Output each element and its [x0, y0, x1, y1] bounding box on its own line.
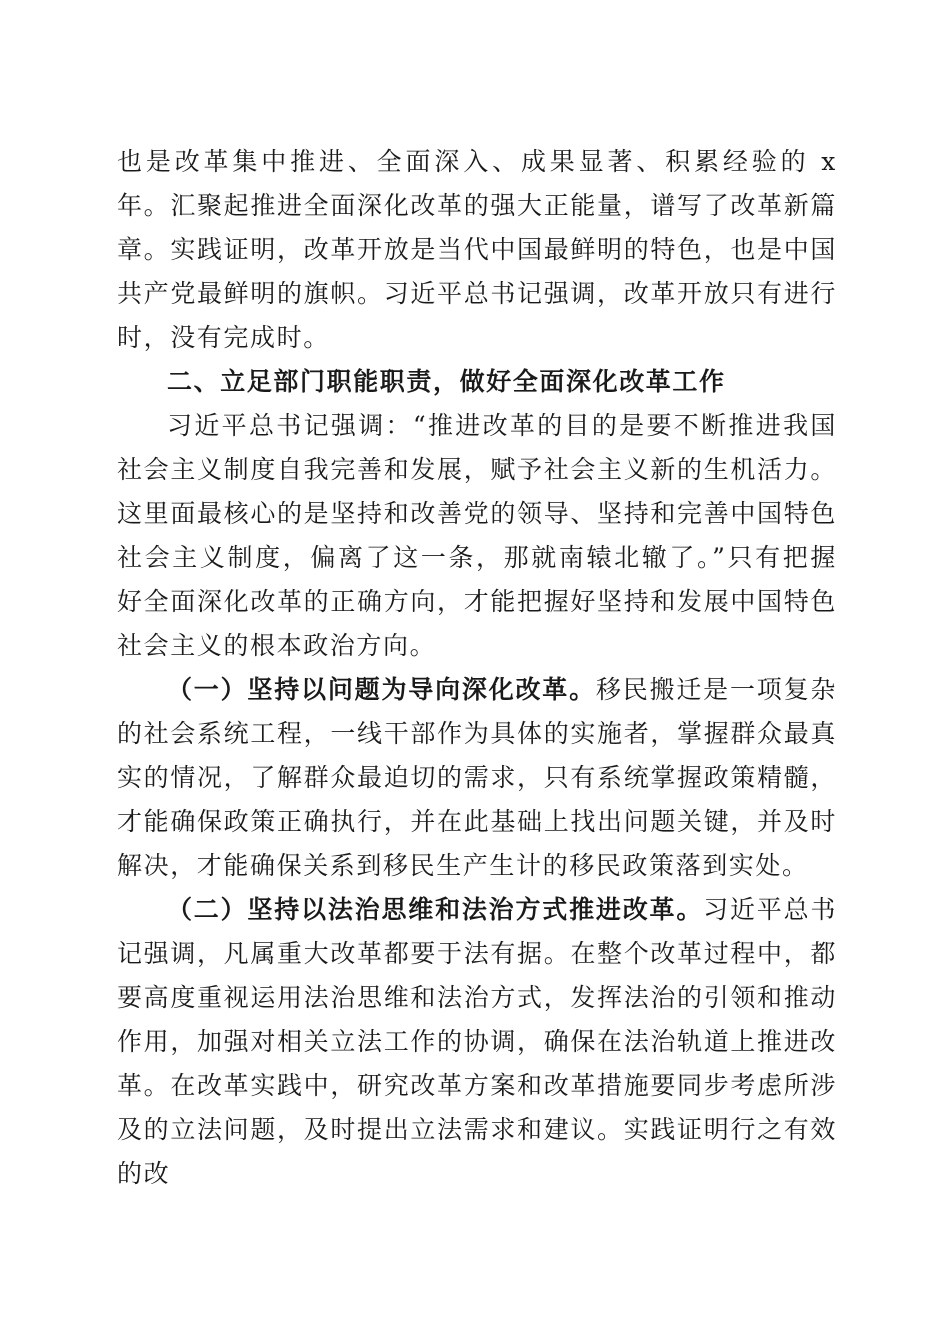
paragraph-problem-oriented	[117, 668, 837, 888]
paragraph-quote: 习近平总书记强调：“推进改革的目的是要不断推进我国社会主义制度自我完善和发展，赋予社会主义新的生机活力。这里面最核心的是坚持和改善党的领导、坚持和完善中国特色社会主义制度，偏离了这一条，那就南辕北辙了。”只有把握好全面深化改革的正确方向，才能把握好坚持和发展中国特色社会主义的根本政治方向。	[117, 411, 837, 660]
paragraph-text: 习近平总书记强调，凡属重大改革都要于法有据。在整个改革过程中，都要高度重视运用法治思维和法治方式，发挥法治的引领和推动作用，加强对相关立法工作的协调，确保在法治轨道上推进改革。在改革实践中，研究改革方案和改革措施要同步考虑所涉及的立法问题，及时提出立法需求和建议。实践证明行之有效的改	[117, 895, 837, 1188]
section-heading: 二、立足部门职能职责，做好全面深化改革工作	[167, 367, 726, 396]
paragraph-lead-heading: （二）坚持以法治思维和法治方式推进改革。	[167, 895, 704, 924]
paragraph-rule-of-law	[117, 888, 837, 1196]
paragraph-lead-heading: （一）坚持以问题为导向深化改革。	[167, 675, 596, 704]
paragraph-text: 移民搬迁是一项复杂的社会系统工程，一线干部作为具体的实施者，掌握群众最真实的情况，了解群众最迫切的需求，只有系统掌握政策精髓，才能确保政策正确执行，并在此基础上找出问题关键，并及时解决，才能确保关系到移民生产生计的移民政策落到实处。	[117, 675, 837, 880]
paragraph-intro-continuation: 也是改革集中推进、全面深入、成果显著、积累经验的 x 年。汇聚起推进全面深化改革的强大正能量，谱写了改革新篇章。实践证明，改革开放是当代中国最鲜明的特色，也是中国共产党最鲜明的旗帜。习近平总书记强调，改革开放只有进行时，没有完成时。	[117, 147, 837, 352]
document-body	[117, 140, 837, 1196]
